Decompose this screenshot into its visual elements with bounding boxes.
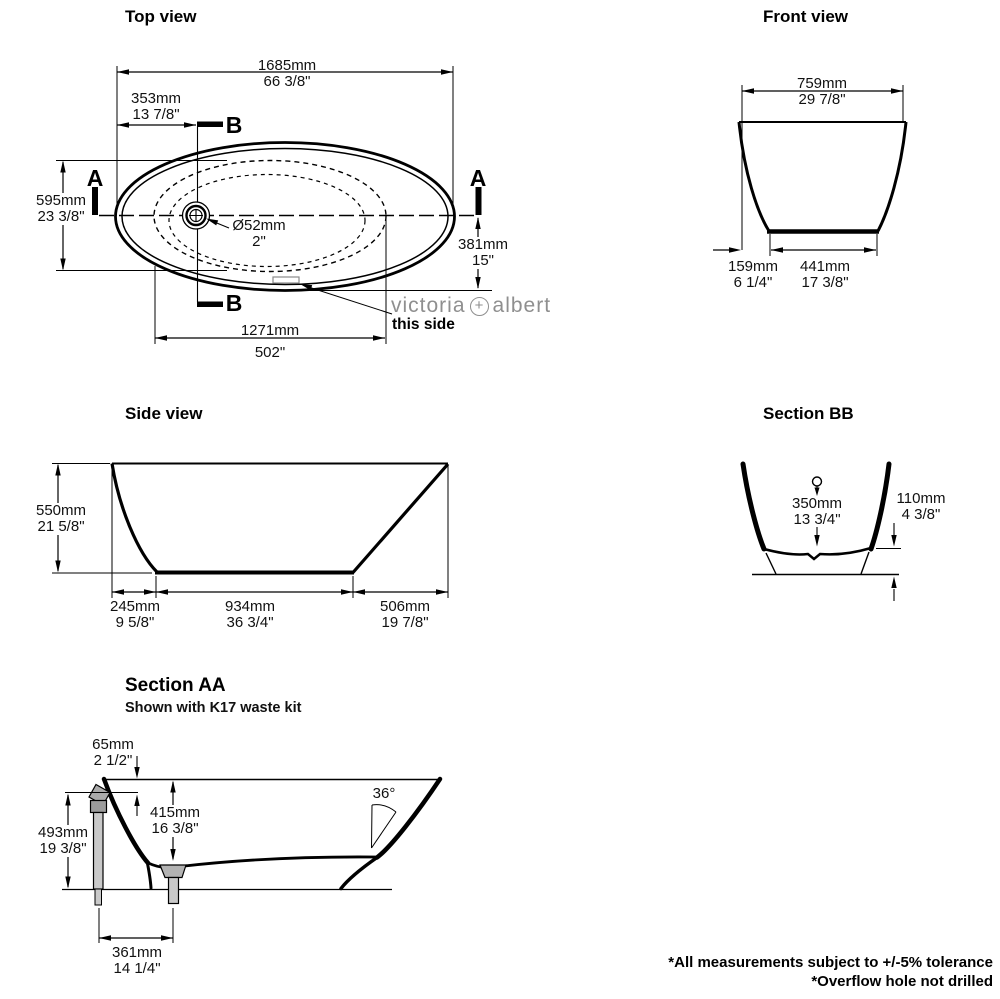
view-title-front: Front view — [763, 7, 849, 26]
logo-victoria: victoria — [391, 294, 466, 317]
view-title-side: Side view — [125, 404, 203, 423]
dim-bb-base-height: 110mm 4 3/8" — [896, 490, 946, 523]
logo-note: this side — [392, 316, 455, 333]
dim-front-width: 759mm 29 7/8" — [796, 75, 848, 108]
dim-top-drain-diameter: Ø52mm 2" — [232, 217, 286, 250]
section-marker-b-bottom: B — [225, 290, 243, 316]
dim-aa-drain-spacing: 361mm 14 1/4" — [111, 944, 163, 977]
footnote-overflow: *Overflow hole not drilled — [811, 973, 993, 990]
section-marker-b-top: B — [225, 112, 243, 138]
section-bb-drawing — [743, 464, 901, 601]
view-title-section-aa: Section AA — [125, 675, 226, 696]
dim-top-width: 595mm 23 3/8" — [33, 193, 89, 225]
view-title-section-bb: Section BB — [763, 404, 854, 423]
footnote-tolerance: *All measurements subject to +/-5% tolerance — [668, 954, 993, 971]
logo-plus-icon: + — [470, 297, 489, 316]
dim-top-length: 1685mm 66 3/8" — [257, 57, 317, 90]
dim-bb-depth: 350mm 13 3/4" — [791, 495, 843, 528]
dim-side-base-length: 934mm 36 3/4" — [224, 598, 276, 631]
view-title-top: Top view — [125, 7, 197, 26]
dim-front-base-offset: 159mm 6 1/4" — [727, 258, 779, 291]
footnotes — [668, 953, 993, 991]
dim-top-edge-to-center: 381mm 15" — [455, 237, 511, 269]
dim-side-height: 550mm 21 5/8" — [33, 503, 89, 535]
dim-aa-inner-depth: 415mm 16 3/8" — [147, 805, 203, 837]
dim-top-drain-offset: 353mm 13 7/8" — [130, 90, 182, 123]
dim-aa-overall-height: 493mm 19 3/8" — [35, 825, 91, 857]
logo-albert: albert — [492, 294, 552, 317]
dim-front-base-width: 441mm 17 3/8" — [799, 258, 851, 291]
dim-aa-rim-drop: 65mm 2 1/2" — [92, 736, 134, 769]
section-marker-a-left: A — [86, 165, 104, 191]
front-view-drawing — [713, 85, 906, 256]
section-marker-a-right: A — [469, 165, 487, 191]
section-aa-subtitle: Shown with K17 waste kit — [125, 700, 302, 716]
victoria-albert-logo — [391, 295, 551, 317]
dim-side-front-run: 245mm 9 5/8" — [109, 598, 161, 631]
side-view-drawing — [52, 464, 448, 599]
dim-aa-angle: 36° — [372, 785, 396, 802]
dim-side-back-run: 506mm 19 7/8" — [379, 598, 431, 631]
dim-top-rim-length: 1271mm 502" — [240, 322, 300, 361]
